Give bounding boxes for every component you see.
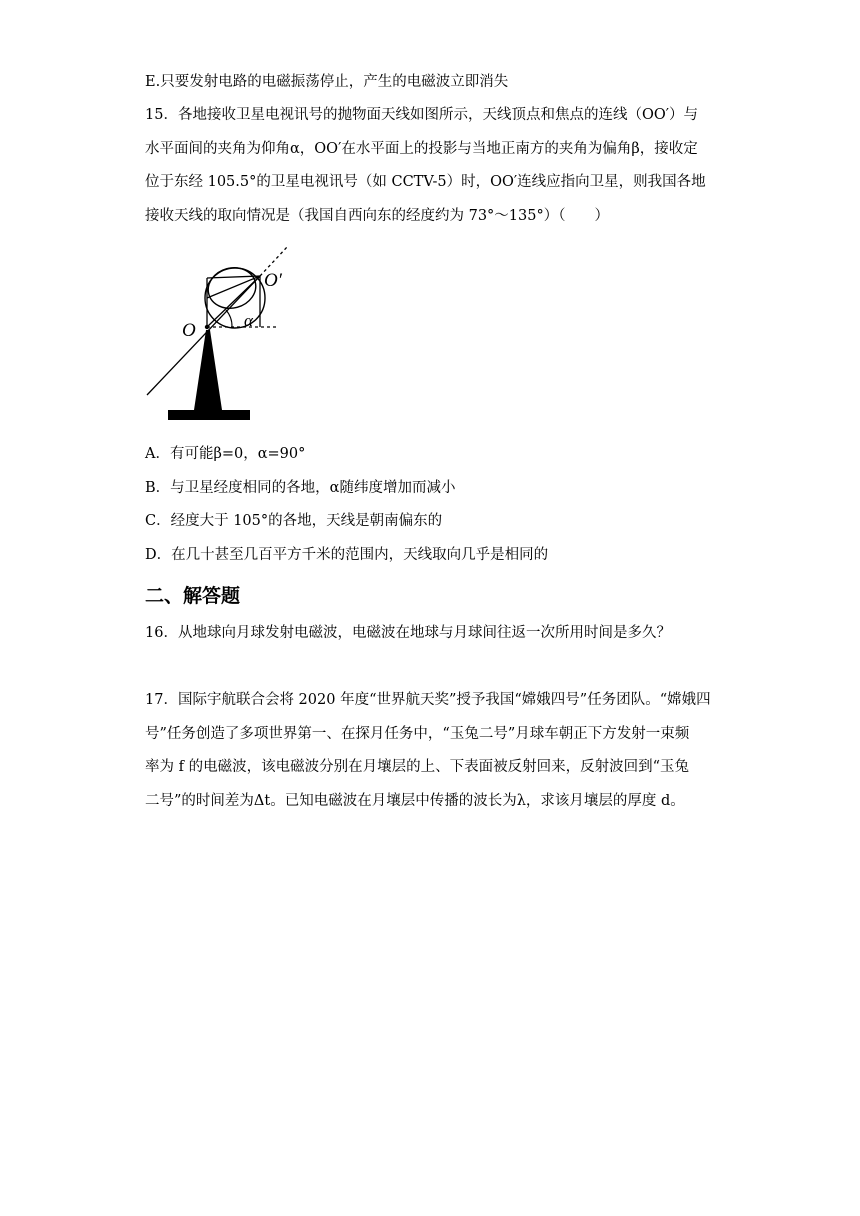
point-o <box>205 325 209 329</box>
ray-middle <box>207 276 260 298</box>
antenna-diagram <box>140 238 300 428</box>
q15-option-c: C．经度大于 105°的各地，天线是朝南偏东的 <box>145 513 443 529</box>
q17-text-line-4: 二号”的时间差为Δt。已知电磁波在月壤层中传播的波长为λ，求该月壤层的厚度 d。 <box>145 793 685 809</box>
q15-option-a: A．有可能β=0，α=90° <box>145 446 306 462</box>
q15-text-line-3: 位于东经 105.5°的卫星电视讯号（如 CCTV-5）时，OO′连线应指向卫星，则我国各地 <box>145 174 706 190</box>
antenna-figure <box>140 238 300 428</box>
q15-option-b: B．与卫星经度相同的各地，α随纬度增加而减小 <box>145 480 456 496</box>
stand-base <box>168 410 250 420</box>
label-alpha: α <box>244 311 253 330</box>
q15-text-line-4: 接收天线的取向情况是（我国自西向东的经度约为 73°～135°）（ ） <box>145 208 609 224</box>
alpha-arc <box>226 310 232 327</box>
label-o-prime: O′ <box>264 270 282 291</box>
q17-text-line-1: 17．国际宇航联合会将 2020 年度“世界航天奖”授予我国“嫦娥四号”任务团队。“嫦娥四 <box>145 692 711 708</box>
section-title: 二、解答题 <box>145 585 241 607</box>
q15-option-d: D．在几十甚至几百平方千米的范围内，天线取向几乎是相同的 <box>145 547 549 563</box>
q17-text-line-3: 率为 f 的电磁波，该电磁波分别在月壤层的上、下表面被反射回来，反射波回到“玉兔 <box>145 759 689 775</box>
q15-text-line-2: 水平面间的夹角为仰角α，OO′在水平面上的投影与当地正南方的夹角为偏角β，接收定 <box>145 141 698 157</box>
q17-text-line-2: 号”任务创造了多项世界第一、在探月任务中，“玉兔二号”月球车朝正下方发射一束频 <box>145 726 690 742</box>
label-o: O <box>182 320 196 341</box>
q16-text: 16．从地球向月球发射电磁波，电磁波在地球与月球间往返一次所用时间是多久？ <box>145 625 671 641</box>
q15-text-line-1: 15．各地接收卫星电视讯号的抛物面天线如图所示，天线顶点和焦点的连线（OO′）与 <box>145 107 699 123</box>
q14-option-e: E.只要发射电路的电磁振荡停止，产生的电磁波立即消失 <box>145 74 509 90</box>
